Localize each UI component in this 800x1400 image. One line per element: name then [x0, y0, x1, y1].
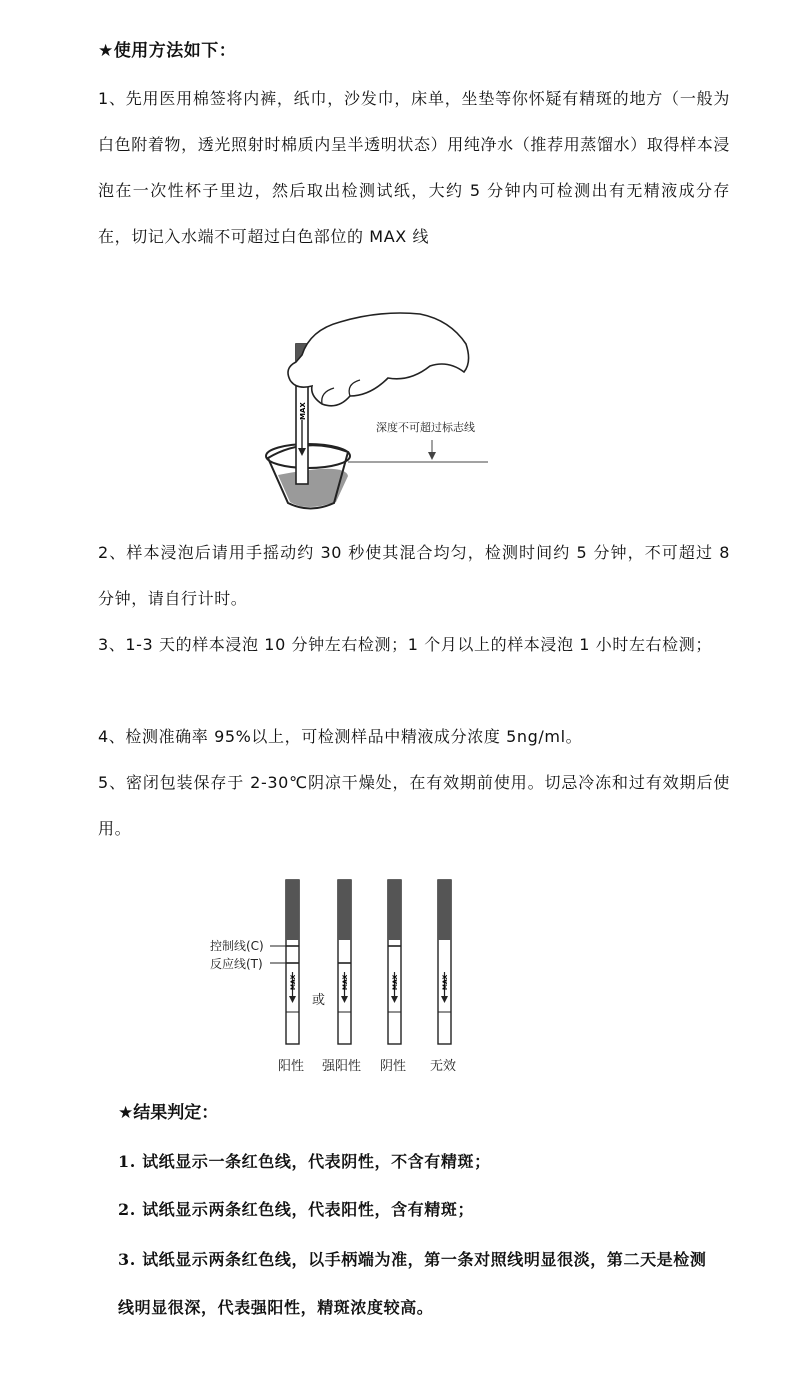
- depth-pointer-head: [428, 452, 436, 460]
- strip-max-mark: MAX: [342, 974, 349, 990]
- result-strips-figure: [200, 872, 500, 1082]
- strip-label-negative: 阴性: [380, 1059, 407, 1074]
- step-2-text: 2、样本浸泡后请用手摇动约 30 秒使其混合均匀，检测时间约 5 分钟，不可超过 8 分钟，请自行计时。: [98, 543, 730, 608]
- depth-label: 深度不可超过标志线: [376, 421, 475, 434]
- strip-max-mark: MAX: [299, 402, 307, 420]
- strip-invalid: [438, 880, 451, 1044]
- result-item-1: 1. 试纸显示一条红色线，代表阴性，不含有精斑；: [118, 1152, 491, 1171]
- strip-negative: [388, 880, 401, 1044]
- control-line-label: 控制线(C): [210, 939, 264, 953]
- result-item-3: 3. 试纸显示两条红色线，以手柄端为准，第一条对照线明显很淡，第二天是检测线明显很深，代表强阳性，精斑浓度较高。: [118, 1250, 707, 1317]
- strip-label-positive: 阳性: [278, 1059, 305, 1074]
- strip-max-mark: MAX: [392, 974, 399, 990]
- strip-label-strong-positive: 强阳性: [322, 1059, 362, 1074]
- results-heading: ★结果判定：: [118, 1103, 219, 1123]
- step-4-text: 4、检测准确率 95%以上，可检测样品中精液成分浓度 5ng/ml。: [98, 727, 583, 746]
- step-1-text: 1、先用医用棉签将内裤，纸巾，沙发巾，床单，坐垫等你怀疑有精斑的地方（一般为白色附着物，透光照射时棉质内呈半透明状态）用纯净水（推荐用蒸馏水）取得样本浸泡在一次性杯子里边，然后取出检测试纸，大约 5 分钟内可检测出有无精液成分存在，切记入水端不可超过白色部位的 MAX 线: [98, 89, 730, 246]
- dip-illustration: [250, 300, 500, 515]
- strip-max-mark: MAX: [290, 974, 297, 990]
- result-item-2: 2. 试纸显示两条红色线，代表阳性，含有精斑；: [118, 1200, 475, 1219]
- strip-strong-positive: [338, 880, 351, 1044]
- strip-label-invalid: 无效: [430, 1059, 457, 1074]
- step-3-text: 3、1-3 天的样本浸泡 10 分钟左右检测；1 个月以上的样本浸泡 1 小时左右检测；: [98, 635, 712, 654]
- hand: [288, 313, 469, 406]
- or-label: 或: [312, 993, 326, 1008]
- strip-positive: [286, 880, 299, 1044]
- usage-heading: ★使用方法如下：: [98, 41, 237, 61]
- test-line-label: 反应线(T): [210, 957, 263, 971]
- strip-max-mark: MAX: [442, 974, 449, 990]
- step-5-text: 5、密闭包装保存于 2-30℃阴凉干燥处，在有效期前使用。切忌冷冻和过有效期后使用。: [98, 773, 730, 838]
